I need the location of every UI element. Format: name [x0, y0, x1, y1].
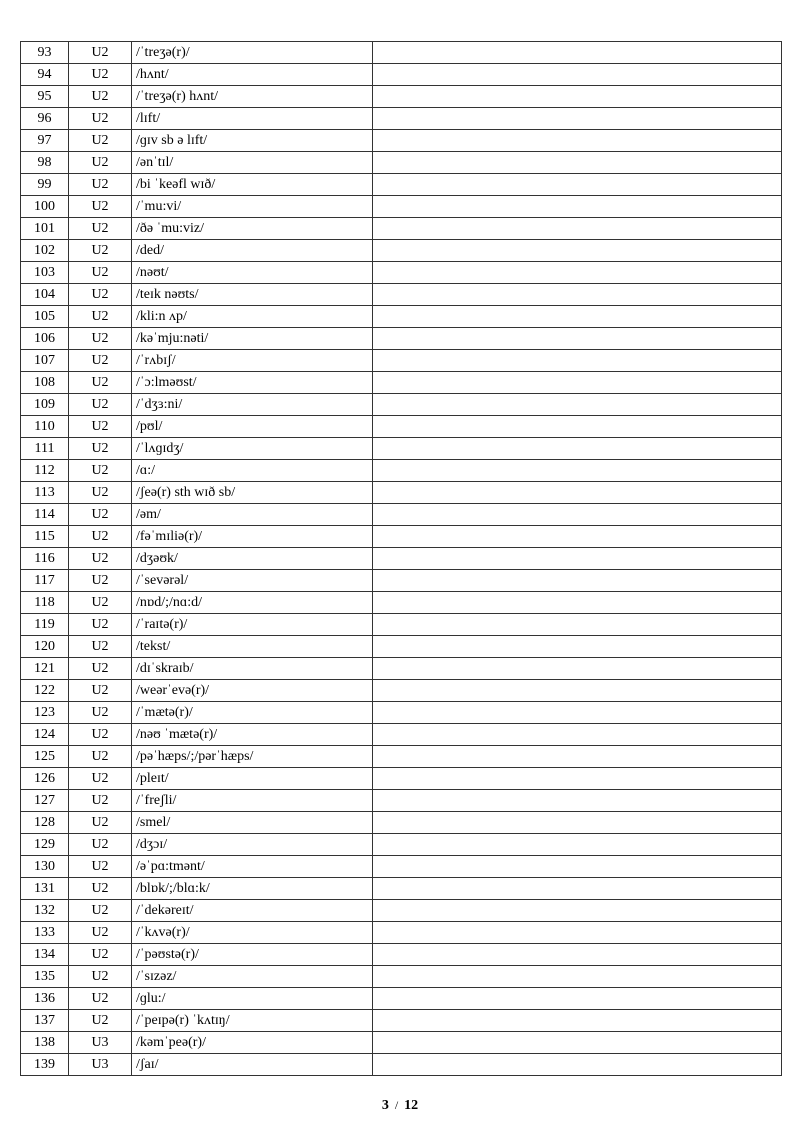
table-row	[21, 86, 782, 108]
phonetic-cell: /ɡɪv sb ə lɪft/	[132, 130, 373, 152]
blank-cell	[373, 130, 782, 152]
table-row	[21, 350, 782, 372]
table-row	[21, 658, 782, 680]
blank-cell	[373, 306, 782, 328]
unit-cell: U2	[69, 900, 132, 922]
row-number-cell: 93	[21, 42, 69, 64]
table-row	[21, 284, 782, 306]
blank-cell	[373, 328, 782, 350]
phonetic-cell: /ənˈtɪl/	[132, 152, 373, 174]
table-row	[21, 768, 782, 790]
blank-cell	[373, 790, 782, 812]
unit-cell: U2	[69, 372, 132, 394]
table-row	[21, 64, 782, 86]
unit-cell: U2	[69, 526, 132, 548]
row-number-cell: 111	[21, 438, 69, 460]
row-number-cell: 96	[21, 108, 69, 130]
page-footer	[0, 1098, 800, 1114]
unit-cell: U2	[69, 1010, 132, 1032]
table-row	[21, 636, 782, 658]
phonetic-cell: /ded/	[132, 240, 373, 262]
row-number-cell: 112	[21, 460, 69, 482]
unit-cell: U2	[69, 614, 132, 636]
phonetic-cell: /nɒd/;/nɑ:d/	[132, 592, 373, 614]
row-number-cell: 97	[21, 130, 69, 152]
row-number-cell: 128	[21, 812, 69, 834]
unit-cell: U2	[69, 64, 132, 86]
row-number-cell: 130	[21, 856, 69, 878]
unit-cell: U2	[69, 416, 132, 438]
table-row	[21, 592, 782, 614]
unit-cell: U3	[69, 1032, 132, 1054]
phonetic-cell: /ˈsevərəl/	[132, 570, 373, 592]
table-row	[21, 878, 782, 900]
blank-cell	[373, 42, 782, 64]
phonetic-cell: /ˈpeɪpə(r) ˈkʌtɪŋ/	[132, 1010, 373, 1032]
unit-cell: U2	[69, 988, 132, 1010]
row-number-cell: 105	[21, 306, 69, 328]
table-row	[21, 42, 782, 64]
phonetic-cell: /əm/	[132, 504, 373, 526]
blank-cell	[373, 262, 782, 284]
phonetic-cell: /ˈtreʒə(r)/	[132, 42, 373, 64]
phonetic-cell: /ˈlʌɡɪdʒ/	[132, 438, 373, 460]
phonetic-cell: /pʊl/	[132, 416, 373, 438]
row-number-cell: 117	[21, 570, 69, 592]
table-row	[21, 526, 782, 548]
phonetic-cell: /ˈdʒɜ:ni/	[132, 394, 373, 416]
unit-cell: U2	[69, 878, 132, 900]
row-number-cell: 132	[21, 900, 69, 922]
row-number-cell: 106	[21, 328, 69, 350]
phonetic-cell: /ˈsɪzəz/	[132, 966, 373, 988]
blank-cell	[373, 460, 782, 482]
table-row	[21, 438, 782, 460]
table-row	[21, 724, 782, 746]
phonetic-cell: /ˈpəʊstə(r)/	[132, 944, 373, 966]
table-row	[21, 152, 782, 174]
blank-cell	[373, 570, 782, 592]
row-number-cell: 126	[21, 768, 69, 790]
phonetic-cell: /pleɪt/	[132, 768, 373, 790]
vocabulary-table	[20, 41, 782, 1076]
row-number-cell: 137	[21, 1010, 69, 1032]
unit-cell: U2	[69, 834, 132, 856]
row-number-cell: 136	[21, 988, 69, 1010]
phonetic-cell: /ʃaɪ/	[132, 1054, 373, 1076]
table-row	[21, 108, 782, 130]
blank-cell	[373, 856, 782, 878]
unit-cell: U2	[69, 504, 132, 526]
table-row	[21, 218, 782, 240]
blank-cell	[373, 1054, 782, 1076]
row-number-cell: 108	[21, 372, 69, 394]
phonetic-cell: /weərˈevə(r)/	[132, 680, 373, 702]
unit-cell: U2	[69, 86, 132, 108]
row-number-cell: 103	[21, 262, 69, 284]
unit-cell: U2	[69, 548, 132, 570]
unit-cell: U2	[69, 196, 132, 218]
blank-cell	[373, 240, 782, 262]
table-row	[21, 240, 782, 262]
table-row	[21, 1010, 782, 1032]
blank-cell	[373, 944, 782, 966]
table-row	[21, 372, 782, 394]
row-number-cell: 114	[21, 504, 69, 526]
row-number-cell: 123	[21, 702, 69, 724]
blank-cell	[373, 922, 782, 944]
phonetic-cell: /ˈdekəreɪt/	[132, 900, 373, 922]
phonetic-cell: /ˈmætə(r)/	[132, 702, 373, 724]
unit-cell: U2	[69, 482, 132, 504]
table-row	[21, 130, 782, 152]
blank-cell	[373, 592, 782, 614]
phonetic-cell: /nəʊ ˈmætə(r)/	[132, 724, 373, 746]
row-number-cell: 101	[21, 218, 69, 240]
blank-cell	[373, 768, 782, 790]
row-number-cell: 120	[21, 636, 69, 658]
phonetic-cell: /ˈtreʒə(r) hʌnt/	[132, 86, 373, 108]
phonetic-cell: /ˈraɪtə(r)/	[132, 614, 373, 636]
blank-cell	[373, 746, 782, 768]
row-number-cell: 116	[21, 548, 69, 570]
unit-cell: U2	[69, 724, 132, 746]
phonetic-cell: /hʌnt/	[132, 64, 373, 86]
blank-cell	[373, 86, 782, 108]
blank-cell	[373, 680, 782, 702]
page-number-total: 12	[404, 1098, 419, 1113]
blank-cell	[373, 482, 782, 504]
page-number-current: 3	[381, 1098, 389, 1113]
unit-cell: U2	[69, 240, 132, 262]
table-row	[21, 900, 782, 922]
table-row	[21, 812, 782, 834]
table-row	[21, 856, 782, 878]
blank-cell	[373, 878, 782, 900]
phonetic-cell: /ʃeə(r) sth wɪð sb/	[132, 482, 373, 504]
blank-cell	[373, 812, 782, 834]
row-number-cell: 113	[21, 482, 69, 504]
table-row	[21, 394, 782, 416]
row-number-cell: 107	[21, 350, 69, 372]
phonetic-cell: /bi ˈkeəfl wɪð/	[132, 174, 373, 196]
unit-cell: U3	[69, 1054, 132, 1076]
unit-cell: U2	[69, 812, 132, 834]
phonetic-cell: /ˈfreʃli/	[132, 790, 373, 812]
row-number-cell: 135	[21, 966, 69, 988]
unit-cell: U2	[69, 350, 132, 372]
table-row	[21, 504, 782, 526]
unit-cell: U2	[69, 328, 132, 350]
phonetic-cell: /kəmˈpeə(r)/	[132, 1032, 373, 1054]
unit-cell: U2	[69, 42, 132, 64]
blank-cell	[373, 438, 782, 460]
table-row	[21, 262, 782, 284]
row-number-cell: 139	[21, 1054, 69, 1076]
table-row	[21, 570, 782, 592]
unit-cell: U2	[69, 306, 132, 328]
table-row	[21, 680, 782, 702]
phonetic-cell: /ˈmu:vi/	[132, 196, 373, 218]
table-row	[21, 328, 782, 350]
row-number-cell: 104	[21, 284, 69, 306]
row-number-cell: 122	[21, 680, 69, 702]
unit-cell: U2	[69, 966, 132, 988]
phonetic-cell: /blɒk/;/blɑ:k/	[132, 878, 373, 900]
row-number-cell: 110	[21, 416, 69, 438]
unit-cell: U2	[69, 702, 132, 724]
phonetic-cell: /dʒəʊk/	[132, 548, 373, 570]
phonetic-cell: /ˈɔ:lməʊst/	[132, 372, 373, 394]
row-number-cell: 124	[21, 724, 69, 746]
row-number-cell: 115	[21, 526, 69, 548]
table-row	[21, 548, 782, 570]
unit-cell: U2	[69, 460, 132, 482]
blank-cell	[373, 416, 782, 438]
blank-cell	[373, 724, 782, 746]
table-row	[21, 988, 782, 1010]
blank-cell	[373, 64, 782, 86]
blank-cell	[373, 702, 782, 724]
blank-cell	[373, 614, 782, 636]
blank-cell	[373, 108, 782, 130]
row-number-cell: 109	[21, 394, 69, 416]
table-row	[21, 922, 782, 944]
table-row	[21, 174, 782, 196]
phonetic-cell: /ˈkʌvə(r)/	[132, 922, 373, 944]
blank-cell	[373, 548, 782, 570]
row-number-cell: 118	[21, 592, 69, 614]
table-row	[21, 416, 782, 438]
phonetic-cell: /tekst/	[132, 636, 373, 658]
phonetic-cell: /teɪk nəʊts/	[132, 284, 373, 306]
blank-cell	[373, 218, 782, 240]
unit-cell: U2	[69, 944, 132, 966]
blank-cell	[373, 350, 782, 372]
table-row	[21, 1054, 782, 1076]
phonetic-cell: /lɪft/	[132, 108, 373, 130]
page-number-separator: /	[394, 1098, 399, 1112]
table-row	[21, 460, 782, 482]
blank-cell	[373, 1010, 782, 1032]
row-number-cell: 129	[21, 834, 69, 856]
phonetic-cell: /dʒɔɪ/	[132, 834, 373, 856]
blank-cell	[373, 1032, 782, 1054]
blank-cell	[373, 394, 782, 416]
row-number-cell: 121	[21, 658, 69, 680]
blank-cell	[373, 658, 782, 680]
unit-cell: U2	[69, 856, 132, 878]
row-number-cell: 133	[21, 922, 69, 944]
blank-cell	[373, 636, 782, 658]
unit-cell: U2	[69, 768, 132, 790]
table-row	[21, 790, 782, 812]
phonetic-cell: /ˈrʌbɪʃ/	[132, 350, 373, 372]
blank-cell	[373, 284, 782, 306]
unit-cell: U2	[69, 262, 132, 284]
phonetic-cell: /ɡlu:/	[132, 988, 373, 1010]
phonetic-cell: /fəˈmɪliə(r)/	[132, 526, 373, 548]
phonetic-cell: /smel/	[132, 812, 373, 834]
vocabulary-table-body	[21, 42, 782, 1076]
unit-cell: U2	[69, 746, 132, 768]
table-row	[21, 196, 782, 218]
row-number-cell: 100	[21, 196, 69, 218]
table-row	[21, 746, 782, 768]
table-row	[21, 614, 782, 636]
row-number-cell: 131	[21, 878, 69, 900]
unit-cell: U2	[69, 636, 132, 658]
blank-cell	[373, 152, 782, 174]
unit-cell: U2	[69, 922, 132, 944]
unit-cell: U2	[69, 680, 132, 702]
blank-cell	[373, 174, 782, 196]
table-row	[21, 966, 782, 988]
unit-cell: U2	[69, 394, 132, 416]
row-number-cell: 125	[21, 746, 69, 768]
unit-cell: U2	[69, 218, 132, 240]
table-row	[21, 1032, 782, 1054]
row-number-cell: 134	[21, 944, 69, 966]
phonetic-cell: /dɪˈskraɪb/	[132, 658, 373, 680]
row-number-cell: 127	[21, 790, 69, 812]
row-number-cell: 138	[21, 1032, 69, 1054]
table-row	[21, 702, 782, 724]
phonetic-cell: /ɑ:/	[132, 460, 373, 482]
unit-cell: U2	[69, 658, 132, 680]
phonetic-cell: /nəʊt/	[132, 262, 373, 284]
phonetic-cell: /ðə ˈmu:viz/	[132, 218, 373, 240]
phonetic-cell: /kəˈmju:nəti/	[132, 328, 373, 350]
table-row	[21, 944, 782, 966]
unit-cell: U2	[69, 108, 132, 130]
blank-cell	[373, 372, 782, 394]
row-number-cell: 98	[21, 152, 69, 174]
row-number-cell: 95	[21, 86, 69, 108]
row-number-cell: 94	[21, 64, 69, 86]
phonetic-cell: /pəˈhæps/;/pərˈhæps/	[132, 746, 373, 768]
blank-cell	[373, 196, 782, 218]
row-number-cell: 119	[21, 614, 69, 636]
unit-cell: U2	[69, 284, 132, 306]
blank-cell	[373, 988, 782, 1010]
unit-cell: U2	[69, 174, 132, 196]
unit-cell: U2	[69, 592, 132, 614]
unit-cell: U2	[69, 570, 132, 592]
unit-cell: U2	[69, 438, 132, 460]
row-number-cell: 99	[21, 174, 69, 196]
table-row	[21, 834, 782, 856]
blank-cell	[373, 834, 782, 856]
table-row	[21, 306, 782, 328]
phonetic-cell: /əˈpɑ:tmənt/	[132, 856, 373, 878]
blank-cell	[373, 966, 782, 988]
blank-cell	[373, 526, 782, 548]
table-row	[21, 482, 782, 504]
row-number-cell: 102	[21, 240, 69, 262]
unit-cell: U2	[69, 152, 132, 174]
unit-cell: U2	[69, 790, 132, 812]
phonetic-cell: /kli:n ʌp/	[132, 306, 373, 328]
blank-cell	[373, 504, 782, 526]
blank-cell	[373, 900, 782, 922]
unit-cell: U2	[69, 130, 132, 152]
